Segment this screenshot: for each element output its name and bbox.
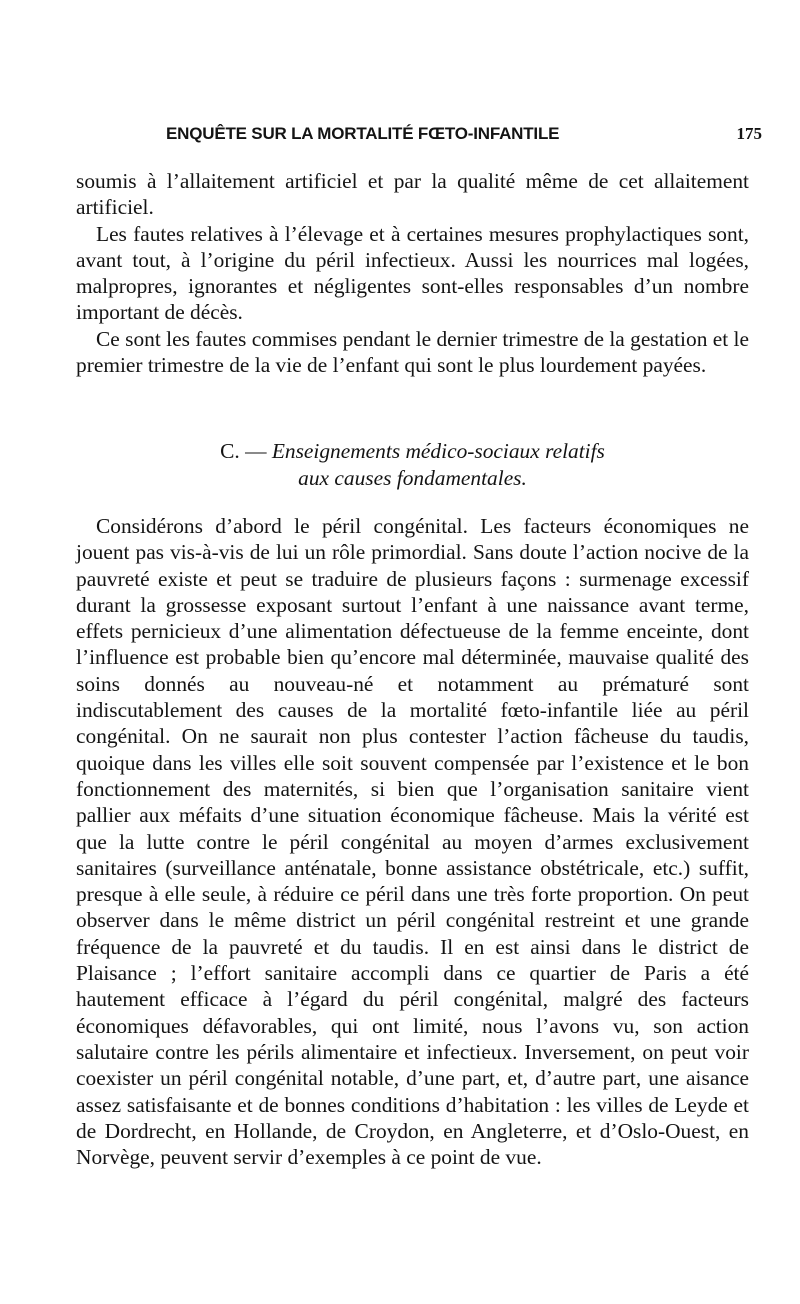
- section-title-part-1: Enseignements médico-sociaux relatifs: [271, 439, 605, 463]
- paragraph: Ce sont les fautes commises pendant le dernier trimestre de la gestation et le premier trimestre de la vie de l’enfant qui sont le plus lourdement payées.: [76, 326, 749, 378]
- section-title-part-2: aux causes fondamentales.: [298, 466, 527, 490]
- running-head: [76, 124, 776, 154]
- section-heading: [76, 438, 749, 492]
- section-heading-line-1: [76, 438, 749, 465]
- running-title: ENQUÊTE SUR LA MORTALITÉ FŒTO-INFANTILE: [166, 124, 560, 143]
- text-block-before-heading: [76, 168, 749, 378]
- paragraph: Les fautes relatives à l’élevage et à certaines mesures prophylactiques sont, avant tout, à l’origine du péril infectieux. Aussi les nourrices mal logées, malpropres, ignorantes et négligentes sont-elles responsables d’un nombre important de décès.: [76, 221, 749, 325]
- paragraph: Considérons d’abord le péril congénital. Les facteurs économiques ne jouent pas vis-à-vis de lui un rôle primordial. Sans doute l’action nocive de la pauvreté existe et peut se traduire de plusieurs façons : surmenage excessif durant la grossesse exposant surtout l’enfant à une naissance avant terme, effets pernicieux d’une alimentation défectueuse de la femme enceinte, dont l’influence est probable bien qu’encore mal déterminée, mauvaise qualité des soins donnés au nouveau-né et notamment au prématuré sont indiscutablement des causes de la mortalité fœto-infantile liée au péril congénital. On ne saurait non plus contester l’action fâcheuse du taudis, quoique dans les villes elle soit souvent compensée par l’existence et le bon fonctionnement des maternités, si bien que l’organisation sanitaire vient pallier aux méfaits d’une situation économique fâcheuse. Mais la vérité est que la lutte contre le péril congénital au moyen d’armes exclusivement sanitaires (surveillance anténatale, bonne assistance obstétricale, etc.) suffit, presque à elle seule, à réduire ce péril dans une très forte proportion. On peut observer dans le même district un péril congénital restreint et une grande fréquence de la pauvreté et du taudis. Il en est ainsi dans le district de Plaisance ; l’effort sanitaire accompli dans ce quartier de Paris a été hautement efficace à l’égard du péril congénital, malgré des facteurs économiques défavorables, qui ont limité, nous l’avons vu, son action salutaire contre les périls alimentaire et infectieux. Inversement, on peut voir coexister un péril congénital notable, d’une part, et, d’autre part, une aisance assez satisfaisante et de bonnes conditions d’habitation : les villes de Leyde et de Dordrecht, en Hollande, de Croydon, en Angleterre, et d’Oslo-Ouest, en Norvège, peuvent servir d’exemples à ce point de vue.: [76, 514, 749, 1170]
- page-number: 175: [736, 124, 762, 143]
- text-block-after-heading: [76, 513, 749, 1170]
- paragraph-continued: soumis à l’allaitement artificiel et par la qualité même de cet allaitement artificiel.: [76, 169, 749, 220]
- section-letter: C. —: [220, 439, 267, 463]
